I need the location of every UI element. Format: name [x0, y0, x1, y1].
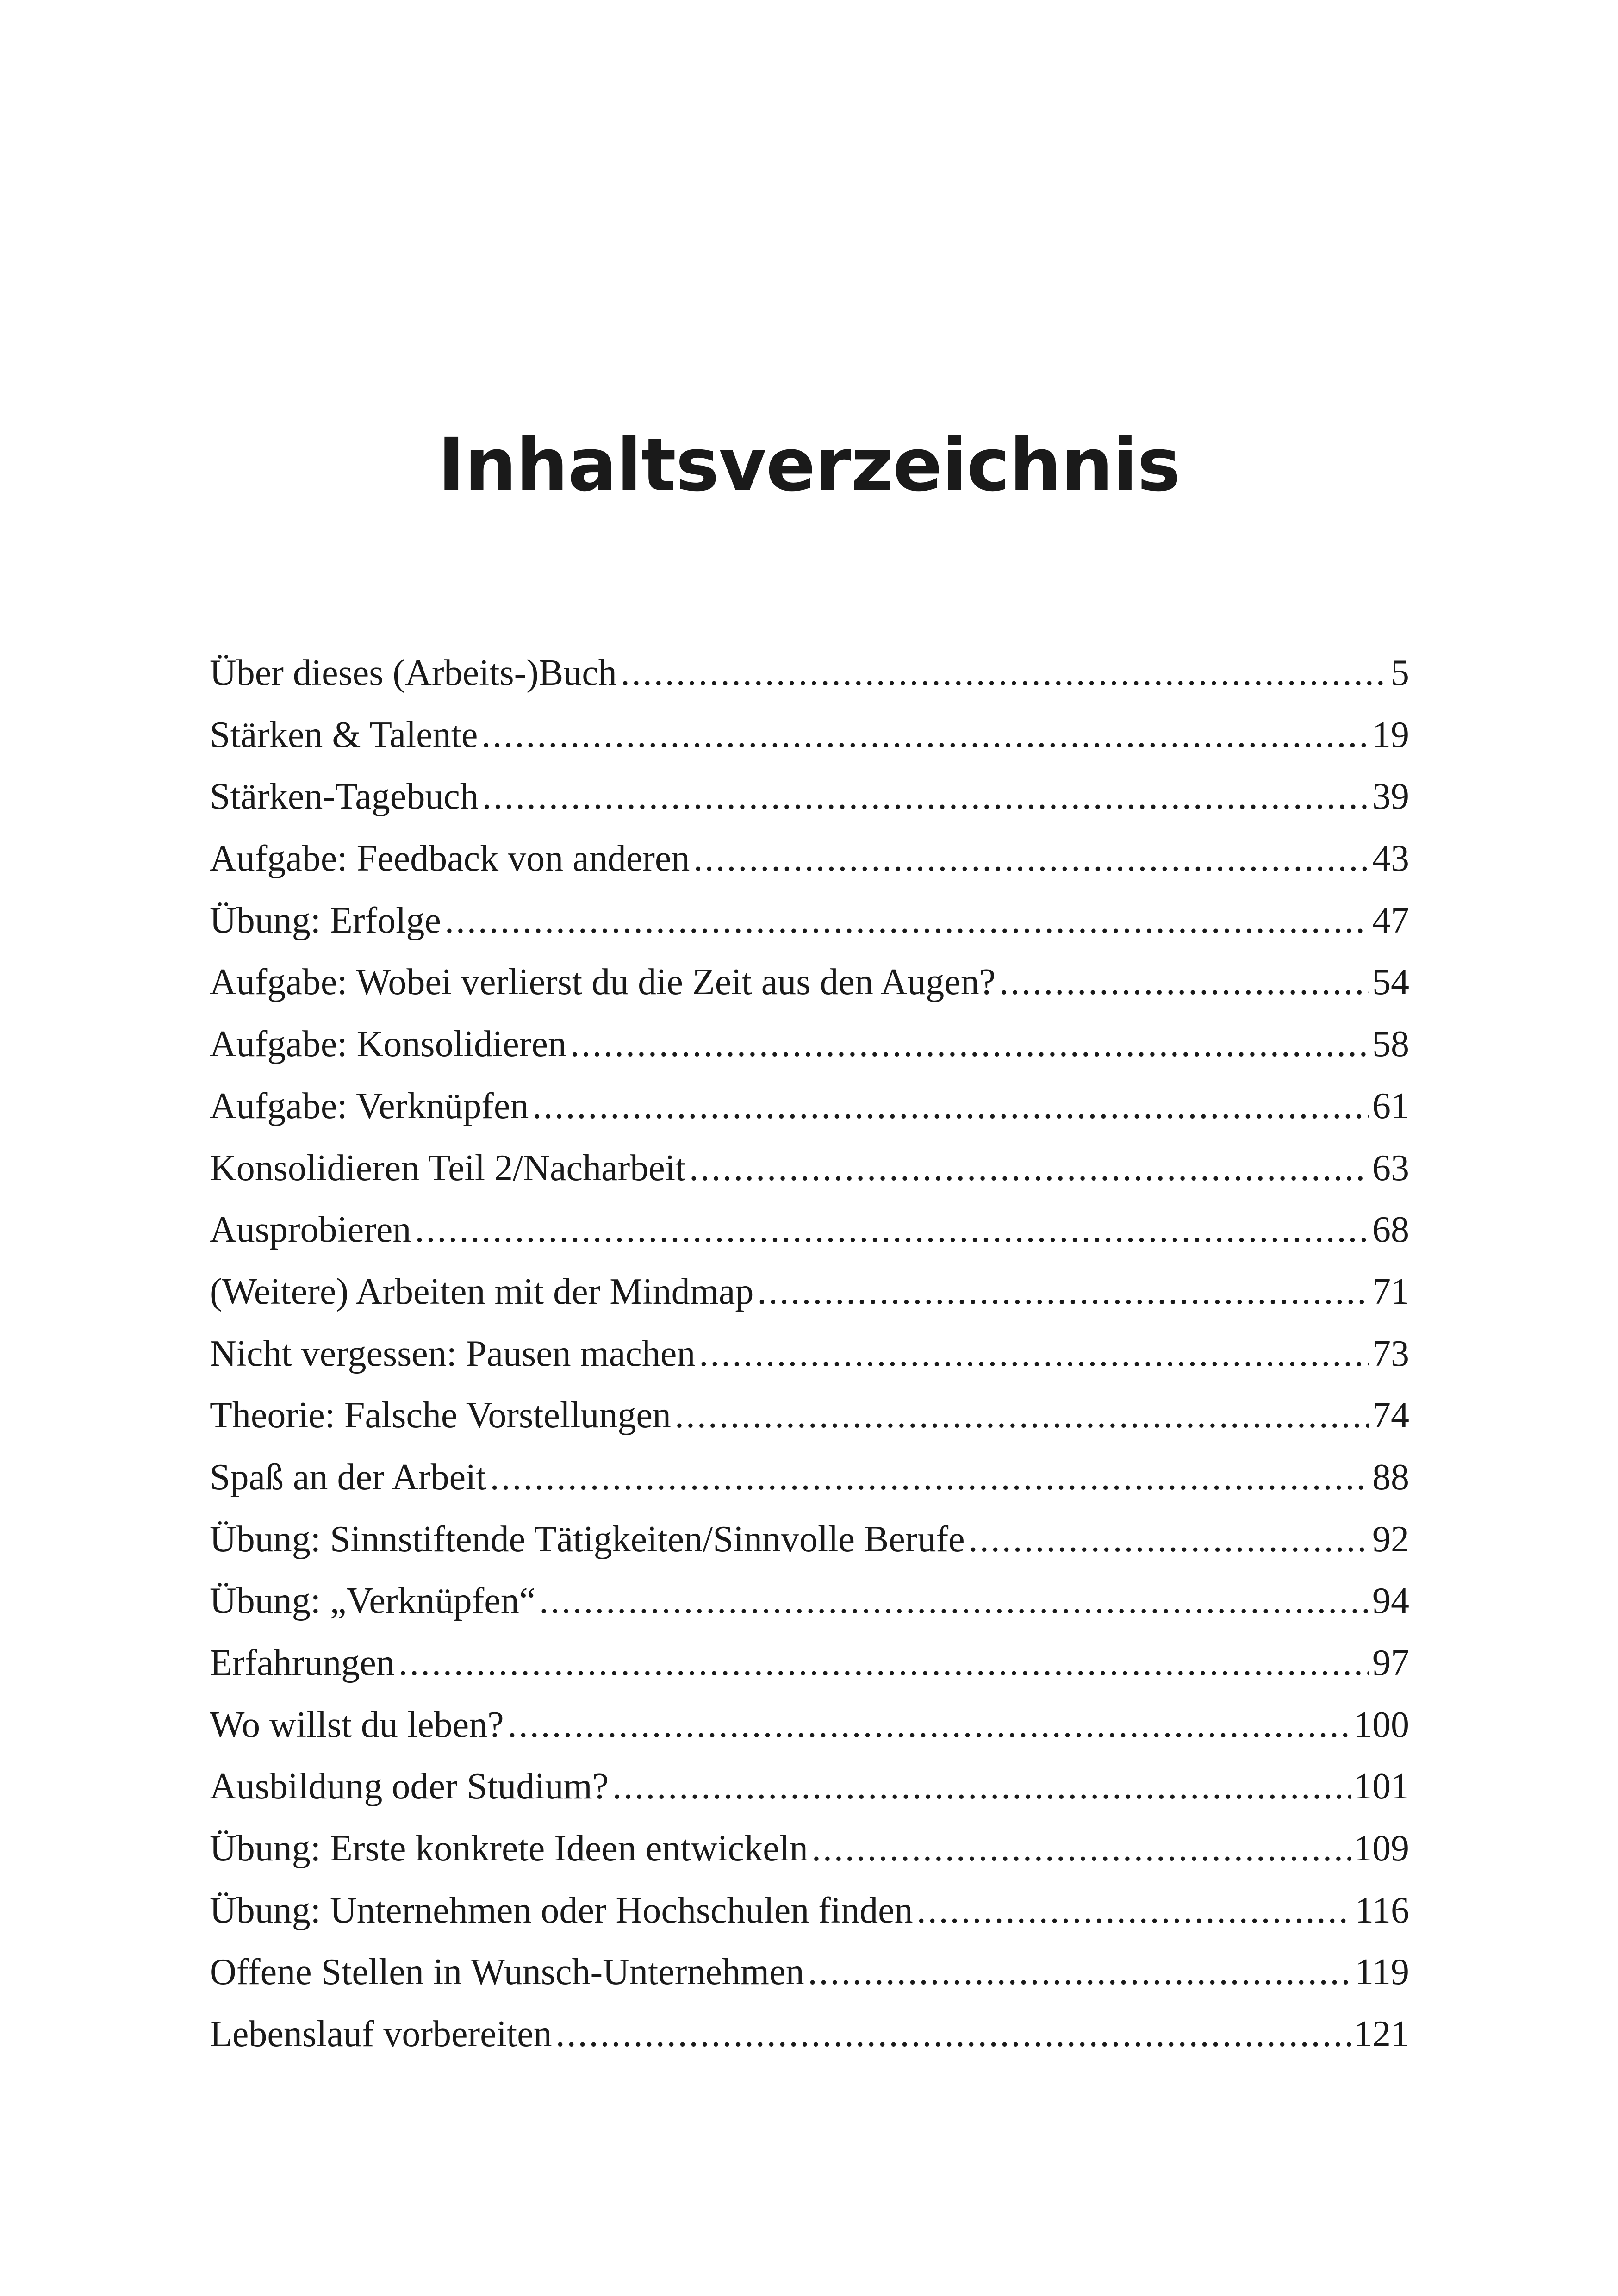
toc-dot-leader — [621, 642, 1388, 704]
toc-entry-label: Aufgabe: Feedback von anderen — [210, 838, 690, 879]
toc-entry-label: Erfahrungen — [210, 1643, 395, 1683]
toc-dot-leader — [693, 828, 1369, 890]
toc-entry — [210, 2004, 1409, 2066]
toc-dot-leader — [612, 1756, 1351, 1818]
toc-entry — [210, 1818, 1409, 1880]
toc-entry-label: Stärken-Tagebuch — [210, 776, 479, 817]
toc-entry-page: 116 — [1355, 1890, 1409, 1931]
toc-entry-page: 74 — [1372, 1395, 1409, 1436]
toc-entry-page: 94 — [1372, 1580, 1409, 1622]
toc-dot-leader — [490, 1447, 1369, 1509]
toc-entry — [210, 1076, 1409, 1138]
toc-entry — [210, 890, 1409, 952]
toc-entry-page: 63 — [1372, 1147, 1409, 1188]
toc-entry-page: 43 — [1372, 838, 1409, 879]
toc-entry — [210, 1138, 1409, 1200]
toc-entry-label: Aufgabe: Verknüpfen — [210, 1085, 529, 1126]
toc-entry — [210, 1694, 1409, 1756]
toc-entry-page: 54 — [1372, 962, 1409, 1003]
toc-entry-page: 47 — [1372, 900, 1409, 941]
toc-dot-leader — [699, 1323, 1369, 1385]
toc-entry — [210, 952, 1409, 1014]
toc-entry — [210, 642, 1409, 704]
toc-entry-label: Übung: „Verknüpfen“ — [210, 1580, 536, 1622]
toc-entry — [210, 1261, 1409, 1323]
page-title: Inhaltsverzeichnis — [437, 423, 1181, 508]
toc-entry-page: 121 — [1354, 2014, 1409, 2055]
toc-entry — [210, 1014, 1409, 1076]
toc-dot-leader — [508, 1694, 1351, 1756]
toc-entry — [210, 1756, 1409, 1818]
toc-dot-leader — [969, 1509, 1369, 1571]
toc-dot-leader — [482, 766, 1369, 828]
toc-entry — [210, 704, 1409, 766]
toc-dot-leader — [757, 1261, 1369, 1323]
toc-dot-leader — [556, 2004, 1351, 2066]
toc-entry-page: 119 — [1355, 1952, 1409, 1993]
toc-entry-label: Stärken & Talente — [210, 714, 478, 755]
toc-entry-page: 19 — [1372, 714, 1409, 755]
toc-dot-leader — [539, 1570, 1369, 1632]
toc-entry-label: Ausprobieren — [210, 1209, 411, 1251]
toc-entry-label: Theorie: Falsche Vorstellungen — [210, 1395, 671, 1436]
toc-dot-leader — [570, 1014, 1369, 1076]
toc-entry-page: 73 — [1372, 1333, 1409, 1374]
toc-entry-label: Spaß an der Arbeit — [210, 1456, 486, 1498]
toc-entry — [210, 1199, 1409, 1261]
toc-entry-page: 88 — [1372, 1456, 1409, 1498]
toc-entry-label: (Weitere) Arbeiten mit der Mindmap — [210, 1271, 754, 1312]
table-of-contents — [210, 642, 1409, 2066]
toc-entry-page: 39 — [1372, 776, 1409, 817]
toc-entry-label: Offene Stellen in Wunsch-Unternehmen — [210, 1952, 804, 1993]
toc-dot-leader — [675, 1385, 1369, 1447]
toc-entry-page: 101 — [1354, 1766, 1409, 1807]
toc-dot-leader — [917, 1880, 1352, 1942]
toc-entry-page: 68 — [1372, 1209, 1409, 1251]
toc-entry — [210, 828, 1409, 890]
toc-dot-leader — [445, 890, 1369, 952]
toc-entry-label: Übung: Sinnstiftende Tätigkeiten/Sinnvolle Berufe — [210, 1518, 965, 1560]
toc-entry-page: 71 — [1372, 1271, 1409, 1312]
toc-entry-label: Lebenslauf vorbereiten — [210, 2014, 552, 2055]
toc-dot-leader — [808, 1941, 1352, 2004]
toc-entry — [210, 766, 1409, 828]
toc-entry — [210, 1941, 1409, 2004]
toc-entry-page: 5 — [1391, 653, 1409, 693]
toc-entry — [210, 1880, 1409, 1942]
toc-entry-label: Übung: Erste konkrete Ideen entwickeln — [210, 1828, 808, 1869]
toc-entry-page: 58 — [1372, 1024, 1409, 1065]
toc-dot-leader — [689, 1138, 1369, 1200]
toc-entry-label: Übung: Erfolge — [210, 900, 441, 941]
toc-entry — [210, 1632, 1409, 1694]
toc-entry-page: 97 — [1372, 1643, 1409, 1683]
toc-entry-label: Nicht vergessen: Pausen machen — [210, 1333, 696, 1374]
toc-entry — [210, 1447, 1409, 1509]
toc-entry-label: Ausbildung oder Studium? — [210, 1766, 609, 1807]
toc-entry — [210, 1509, 1409, 1571]
toc-entry-page: 100 — [1354, 1704, 1409, 1745]
toc-entry-page: 109 — [1354, 1828, 1409, 1869]
toc-entry — [210, 1323, 1409, 1385]
toc-dot-leader — [415, 1199, 1369, 1261]
toc-entry-label: Aufgabe: Konsolidieren — [210, 1024, 566, 1065]
toc-entry — [210, 1385, 1409, 1447]
toc-dot-leader — [532, 1076, 1369, 1138]
toc-entry — [210, 1570, 1409, 1632]
toc-dot-leader — [481, 704, 1369, 766]
toc-dot-leader — [999, 952, 1369, 1014]
toc-entry-page: 92 — [1372, 1518, 1409, 1560]
toc-entry-label: Wo willst du leben? — [210, 1704, 504, 1745]
toc-entry-label: Aufgabe: Wobei verlierst du die Zeit aus den Augen? — [210, 962, 996, 1003]
toc-dot-leader — [812, 1818, 1351, 1880]
toc-dot-leader — [398, 1632, 1369, 1694]
toc-entry-label: Konsolidieren Teil 2/Nacharbeit — [210, 1147, 686, 1188]
toc-entry-label: Über dieses (Arbeits-)Buch — [210, 653, 617, 693]
toc-entry-label: Übung: Unternehmen oder Hochschulen finden — [210, 1890, 913, 1931]
toc-entry-page: 61 — [1372, 1085, 1409, 1126]
